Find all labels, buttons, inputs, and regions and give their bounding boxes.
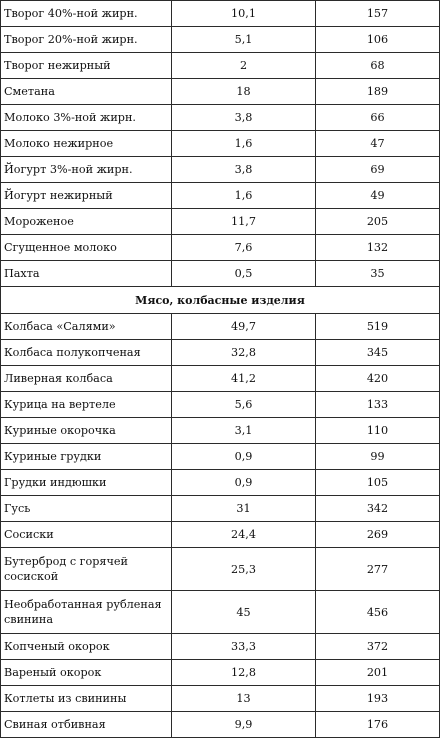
table-row [1, 79, 440, 105]
value-column-2: 66 [316, 105, 440, 131]
value-column-2: 157 [316, 1, 440, 27]
value-column-2: 99 [316, 444, 440, 470]
food-name: Йогурт нежирный [1, 183, 172, 209]
food-name: Сметана [1, 79, 172, 105]
value-column-1: 5,6 [172, 392, 316, 418]
table-row [1, 496, 440, 522]
table-row [1, 591, 440, 634]
value-column-1: 1,6 [172, 183, 316, 209]
table-row [1, 53, 440, 79]
table-row [1, 470, 440, 496]
food-name: Курица на вертеле [1, 392, 172, 418]
value-column-1: 3,1 [172, 418, 316, 444]
value-column-2: 205 [316, 209, 440, 235]
value-column-1: 49,7 [172, 314, 316, 340]
table-row [1, 522, 440, 548]
table-row [1, 1, 440, 27]
value-column-1: 10,1 [172, 1, 316, 27]
value-column-1: 3,8 [172, 105, 316, 131]
value-column-2: 176 [316, 712, 440, 738]
table-row [1, 418, 440, 444]
food-name: Свиная отбивная [1, 712, 172, 738]
table-row [1, 235, 440, 261]
table-row [1, 183, 440, 209]
value-column-2: 189 [316, 79, 440, 105]
value-column-1: 0,5 [172, 261, 316, 287]
section-row [1, 287, 440, 314]
value-column-2: 456 [316, 591, 440, 634]
value-column-1: 13 [172, 686, 316, 712]
food-name: Творог нежирный [1, 53, 172, 79]
value-column-2: 342 [316, 496, 440, 522]
food-name: Грудки индюшки [1, 470, 172, 496]
value-column-2: 269 [316, 522, 440, 548]
value-column-2: 193 [316, 686, 440, 712]
value-column-2: 345 [316, 340, 440, 366]
value-column-2: 106 [316, 27, 440, 53]
value-column-2: 277 [316, 548, 440, 591]
food-name: Куриные окорочка [1, 418, 172, 444]
value-column-2: 35 [316, 261, 440, 287]
value-column-2: 133 [316, 392, 440, 418]
food-name: Молоко 3%-ной жирн. [1, 105, 172, 131]
value-column-1: 9,9 [172, 712, 316, 738]
table-row [1, 131, 440, 157]
value-column-1: 1,6 [172, 131, 316, 157]
table-row [1, 27, 440, 53]
value-column-1: 0,9 [172, 470, 316, 496]
table-row [1, 314, 440, 340]
value-column-2: 69 [316, 157, 440, 183]
table-row [1, 209, 440, 235]
table-row [1, 392, 440, 418]
table-row [1, 548, 440, 591]
value-column-1: 7,6 [172, 235, 316, 261]
food-name: Вареный окорок [1, 660, 172, 686]
value-column-1: 2 [172, 53, 316, 79]
value-column-1: 32,8 [172, 340, 316, 366]
value-column-1: 5,1 [172, 27, 316, 53]
value-column-1: 33,3 [172, 634, 316, 660]
food-name: Мороженое [1, 209, 172, 235]
table-row [1, 261, 440, 287]
table-row [1, 712, 440, 738]
food-name: Пахта [1, 261, 172, 287]
value-column-2: 420 [316, 366, 440, 392]
value-column-1: 12,8 [172, 660, 316, 686]
section-heading-meat: Мясо, колбасные изделия [1, 287, 440, 314]
food-name: Колбаса полукопченая [1, 340, 172, 366]
table-row [1, 444, 440, 470]
table-row [1, 157, 440, 183]
food-name: Колбаса «Салями» [1, 314, 172, 340]
value-column-1: 45 [172, 591, 316, 634]
value-column-2: 201 [316, 660, 440, 686]
table-row [1, 340, 440, 366]
value-column-1: 31 [172, 496, 316, 522]
value-column-1: 24,4 [172, 522, 316, 548]
value-column-2: 49 [316, 183, 440, 209]
food-name: Копченый окорок [1, 634, 172, 660]
value-column-1: 18 [172, 79, 316, 105]
value-column-2: 519 [316, 314, 440, 340]
value-column-2: 105 [316, 470, 440, 496]
value-column-2: 110 [316, 418, 440, 444]
food-name: Сгущенное молоко [1, 235, 172, 261]
nutrition-table-body [1, 1, 440, 738]
food-name: Молоко нежирное [1, 131, 172, 157]
value-column-1: 25,3 [172, 548, 316, 591]
value-column-1: 41,2 [172, 366, 316, 392]
food-name: Творог 40%-ной жирн. [1, 1, 172, 27]
food-name: Творог 20%-ной жирн. [1, 27, 172, 53]
table-row [1, 105, 440, 131]
food-name: Йогурт 3%-ной жирн. [1, 157, 172, 183]
food-name: Сосиски [1, 522, 172, 548]
table-row [1, 686, 440, 712]
value-column-1: 0,9 [172, 444, 316, 470]
table-row [1, 634, 440, 660]
value-column-2: 47 [316, 131, 440, 157]
value-column-1: 11,7 [172, 209, 316, 235]
food-name: Котлеты из свинины [1, 686, 172, 712]
table-row [1, 366, 440, 392]
value-column-2: 68 [316, 53, 440, 79]
value-column-1: 3,8 [172, 157, 316, 183]
food-name: Необработанная рубленая свинина [1, 591, 172, 634]
value-column-2: 132 [316, 235, 440, 261]
table-row [1, 660, 440, 686]
food-name: Бутерброд с горячей сосиской [1, 548, 172, 591]
food-name: Куриные грудки [1, 444, 172, 470]
food-name: Ливерная колбаса [1, 366, 172, 392]
value-column-2: 372 [316, 634, 440, 660]
food-name: Гусь [1, 496, 172, 522]
